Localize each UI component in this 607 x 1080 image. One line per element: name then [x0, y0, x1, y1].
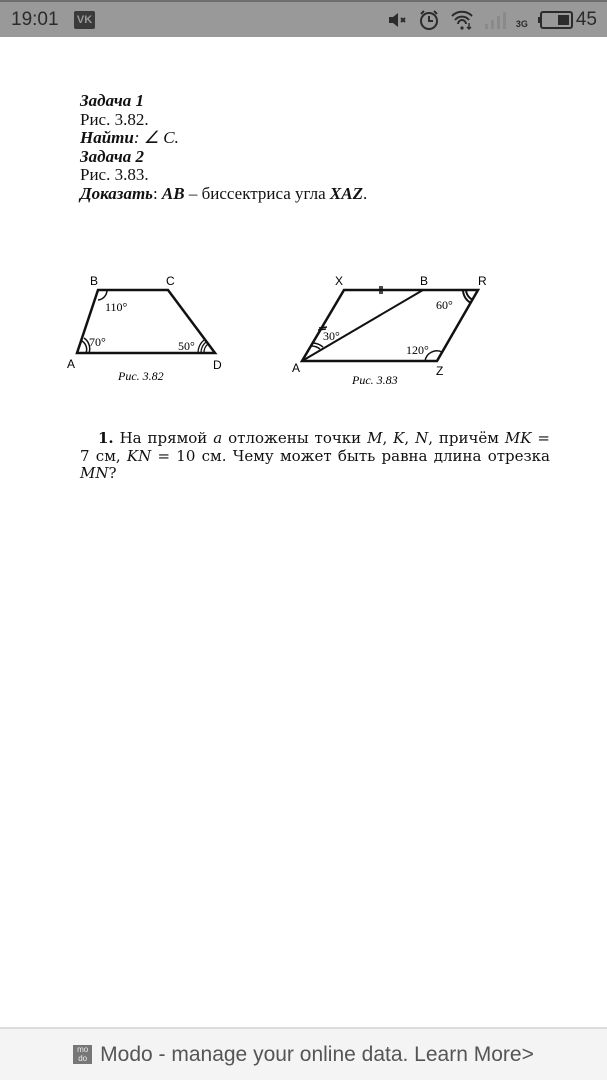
angle-a-label: 70° — [89, 335, 106, 349]
problem-text: ? — [108, 464, 117, 482]
wifi-icon — [450, 9, 474, 31]
var-m: M — [367, 429, 383, 447]
problem-number: 1. — [98, 429, 114, 447]
problem-text: , причём — [428, 429, 505, 447]
vk-icon: VK — [74, 11, 95, 29]
angle-b-label: 110° — [105, 300, 128, 314]
vertex-label-a: A — [67, 357, 76, 371]
problem-text: , — [404, 429, 416, 447]
var-a: a — [213, 429, 223, 447]
angle-r-label: 60° — [436, 298, 453, 312]
problem-text: , — [382, 429, 394, 447]
network-type: 3G — [515, 19, 528, 29]
document-page — [0, 37, 607, 1027]
var-mk: MK — [504, 429, 532, 447]
battery-icon — [538, 10, 574, 30]
find-value: : ∠ C. — [133, 128, 179, 147]
prove-sep: : — [152, 183, 162, 203]
task1-find — [80, 129, 367, 148]
task1-figure-ref: Рис. 3.82. — [80, 109, 149, 129]
prove-angle: XAZ — [329, 183, 363, 203]
vertex-label-b: B — [90, 274, 99, 288]
prove-end: . — [362, 183, 368, 203]
angle-d-label: 50° — [178, 339, 195, 353]
vertex-label-x: X — [335, 274, 344, 288]
vertex-label-r: R — [478, 274, 487, 288]
task2-title: Задача 2 — [80, 146, 145, 166]
ad-banner[interactable] — [0, 1027, 607, 1080]
problem-text: = 7 см, — [80, 429, 550, 465]
mute-icon — [388, 11, 408, 29]
var-k: K — [393, 429, 405, 447]
problem-1 — [80, 430, 550, 483]
logo-top: mo — [77, 1045, 89, 1054]
prove-label: Доказать — [80, 183, 153, 203]
vertex-label-b: B — [420, 274, 429, 288]
modo-logo-icon — [73, 1045, 92, 1064]
vertex-label-c: C — [166, 274, 175, 288]
prove-ab: AB — [161, 183, 185, 203]
find-label: Найти — [80, 128, 134, 147]
figure-3-82 — [55, 265, 235, 390]
battery-level: 45 — [575, 9, 597, 30]
prove-text: – биссектриса угла — [184, 183, 330, 203]
problem-text: = 10 см. Чему может быть равна длина отрезка — [151, 446, 550, 465]
status-icons — [388, 8, 597, 32]
figure-caption: Рис. 3.82 — [118, 369, 164, 383]
logo-bottom: do — [78, 1054, 88, 1063]
angle-a-label: 30° — [323, 329, 340, 343]
task1-title: Задача 1 — [80, 91, 145, 110]
figure-3-83 — [280, 265, 505, 390]
var-kn: KN — [126, 446, 152, 465]
angle-z-label: 120° — [406, 343, 429, 357]
status-time: 19:01 — [11, 9, 59, 30]
vertex-label-z: Z — [436, 364, 444, 378]
figure-caption: Рис. 3.83 — [352, 373, 398, 387]
task2-figure-ref: Рис. 3.83. — [80, 165, 149, 184]
problem-text: отложены точки — [222, 429, 368, 447]
tasks-block — [80, 92, 367, 203]
problem-text: На прямой — [113, 429, 214, 447]
vertex-label-d: D — [213, 358, 222, 372]
alarm-icon — [418, 9, 440, 31]
vertex-label-a: A — [292, 361, 301, 375]
signal-icon — [484, 10, 514, 30]
var-n: N — [415, 429, 429, 447]
status-bar — [0, 0, 607, 37]
task2-prove — [80, 185, 367, 204]
var-mn: MN — [80, 464, 109, 482]
ad-text-link[interactable]: Modo - manage your online data. Learn More> — [100, 1042, 534, 1066]
